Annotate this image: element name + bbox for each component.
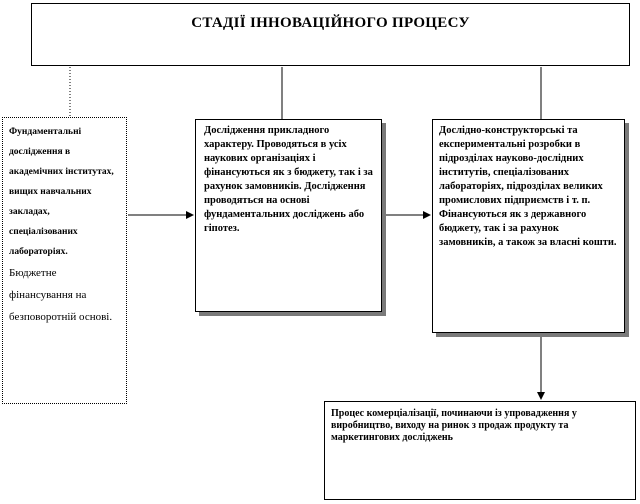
development-text: Дослідно-конструкторські та експериментальні розробки в підрозділах науково-дослідних інститутів, спеціалізованих лабораторіях, підрозділах великих промислових підприємств і т. п. Фінансуються як з державного бюджету, так і за рахунок замовників, а також за власні кошти. [439,125,617,248]
fundamental-normal-text: Бюджетне фінансування на безповоротній основі. [9,267,113,323]
commercialization-box [324,401,636,500]
applied-research-box [195,119,382,312]
fundamental-research-box [2,117,127,404]
fundamental-bold-text: Фундаментальні дослідження в академічних інститутах, вищих навчальних закладах, спеціалізованих лабораторіях. [9,127,114,257]
arrowhead-development-to-commercialization [537,392,545,400]
applied-text: Дослідження прикладного характеру. Проводяться в усіх наукових організаціях і фінансуються як з бюджету, так і за рахунок замовників. Дослідження проводяться на основі фундаментальних досліджень або гіпотез. [204,125,373,234]
title-box [31,3,630,66]
arrowhead-fundamental-to-applied [186,211,194,219]
diagram-title: СТАДІЇ ІННОВАЦІЙНОГО ПРОЦЕСУ [191,15,470,31]
arrowhead-applied-to-development [423,211,431,219]
development-box [432,119,625,333]
commercialization-text: Процес комерціалізації, починаючи із упровадження у виробництво, виходу на ринок з продаж продукту та маркетингових досліджень [331,408,577,443]
